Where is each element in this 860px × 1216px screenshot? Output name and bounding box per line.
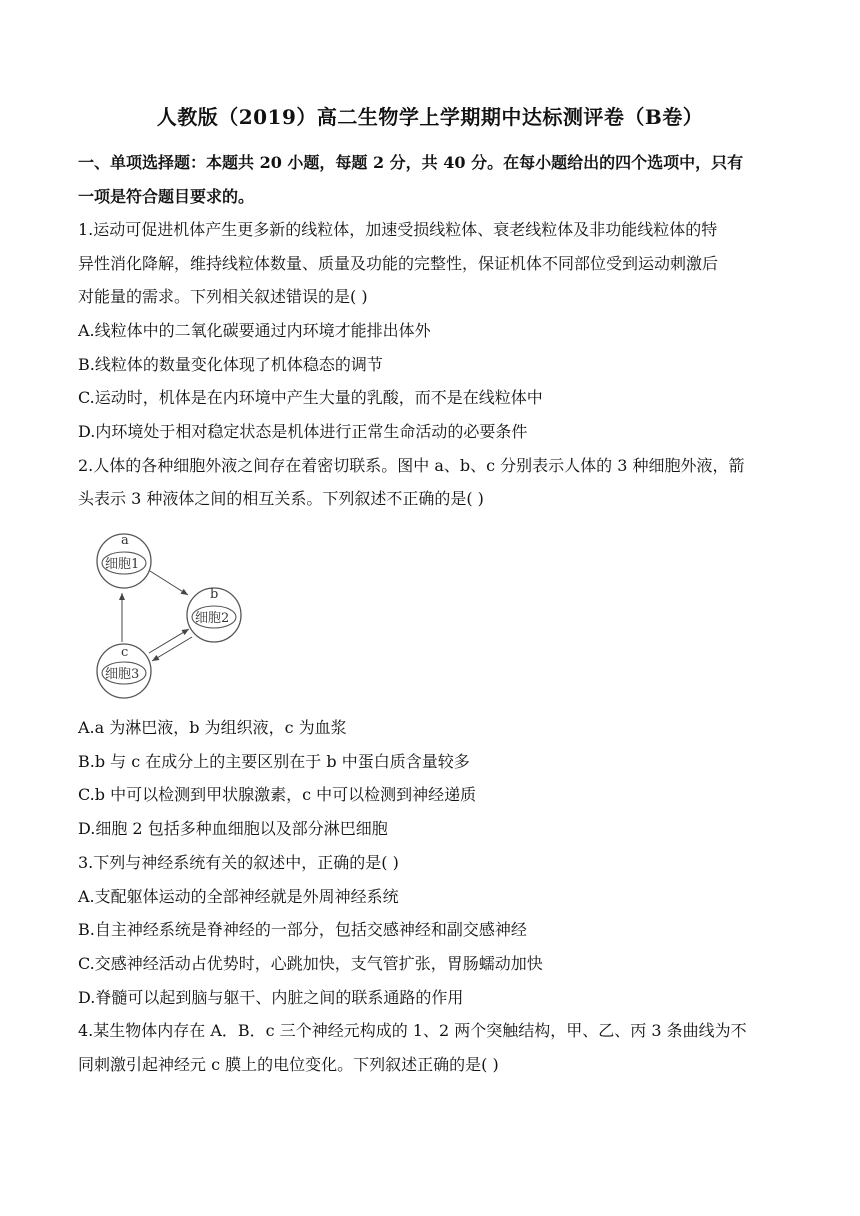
arrow-b-to-c bbox=[152, 637, 192, 661]
q1-stem-line1: 1.运动可促进机体产生更多新的线粒体，加速受损线粒体、衰老线粒体及非功能线粒体的特 bbox=[78, 220, 718, 239]
q3-option-a: A.支配躯体运动的全部神经就是外周神经系统 bbox=[78, 887, 399, 906]
arrow-a-to-b bbox=[150, 571, 188, 595]
q3-option-d: D.脊髓可以起到脑与躯干、内脏之间的联系通路的作用 bbox=[78, 988, 464, 1007]
q2-stem-line1: 2.人体的各种细胞外液之间存在着密切联系。图中 a、b、c 分别表示人体的 3 种细胞外液，箭 bbox=[78, 456, 745, 475]
body-fluid-diagram bbox=[92, 525, 252, 705]
q3-option-c: C.交感神经活动占优势时，心跳加快，支气管扩张，胃肠蠕动加快 bbox=[78, 954, 543, 973]
fluid-c-node bbox=[97, 644, 151, 698]
page-title: 人教版（2019）高二生物学上学期期中达标测评卷（B卷） bbox=[156, 105, 704, 129]
section-heading-line1: 一、单项选择题：本题共 20 小题，每题 2 分，共 40 分。在每小题给出的四个选项中，只有 bbox=[78, 153, 744, 172]
q3-stem: 3.下列与神经系统有关的叙述中，正确的是( ) bbox=[78, 853, 399, 872]
fluid-c-label: c bbox=[121, 645, 129, 660]
q2-option-a: A.a 为淋巴液，b 为组织液，c 为血浆 bbox=[78, 718, 347, 737]
q2-option-c: C.b 中可以检测到甲状腺激素，c 中可以检测到神经递质 bbox=[78, 785, 477, 804]
q4-stem-line1: 4.某生物体内存在 A．B．c 三个神经元构成的 1、2 两个突触结构，甲、乙、丙 3 条曲线为不 bbox=[78, 1021, 747, 1040]
q2-stem-line2: 头表示 3 种液体之间的相互关系。下列叙述不正确的是( ) bbox=[78, 489, 484, 508]
cell3-label: 细胞3 bbox=[105, 667, 140, 682]
q2-option-d: D.细胞 2 包括多种血细胞以及部分淋巴细胞 bbox=[78, 819, 388, 838]
fluid-b-node bbox=[187, 587, 241, 642]
fluid-a-label: a bbox=[121, 533, 129, 548]
q1-option-a: A.线粒体中的二氧化碳要通过内环境才能排出体外 bbox=[78, 321, 431, 340]
q1-option-d: D.内环境处于相对稳定状态是机体进行正常生命活动的必要条件 bbox=[78, 422, 528, 441]
section-heading-line2: 一项是符合题目要求的。 bbox=[78, 187, 255, 206]
q1-option-b: B.线粒体的数量变化体现了机体稳态的调节 bbox=[78, 355, 383, 374]
q3-option-b: B.自主神经系统是脊神经的一部分，包括交感神经和副交感神经 bbox=[78, 920, 527, 939]
cell1-label: 细胞1 bbox=[105, 557, 140, 572]
q1-option-c: C.运动时，机体是在内环境中产生大量的乳酸，而不是在线粒体中 bbox=[78, 388, 543, 407]
q4-stem-line2: 同刺激引起神经元 c 膜上的电位变化。下列叙述正确的是( ) bbox=[78, 1055, 499, 1074]
arrow-c-to-b bbox=[149, 629, 189, 653]
fluid-b-label: b bbox=[210, 587, 219, 602]
cell2-label: 细胞2 bbox=[195, 611, 230, 626]
q1-stem-line2: 异性消化降解，维持线粒体数量、质量及功能的完整性，保证机体不同部位受到运动刺激后 bbox=[78, 254, 719, 273]
q2-option-b: B.b 与 c 在成分上的主要区别在于 b 中蛋白质含量较多 bbox=[78, 752, 470, 771]
fluid-a-node bbox=[97, 533, 151, 588]
q1-stem-line3: 对能量的需求。下列相关叙述错误的是( ) bbox=[78, 287, 368, 306]
